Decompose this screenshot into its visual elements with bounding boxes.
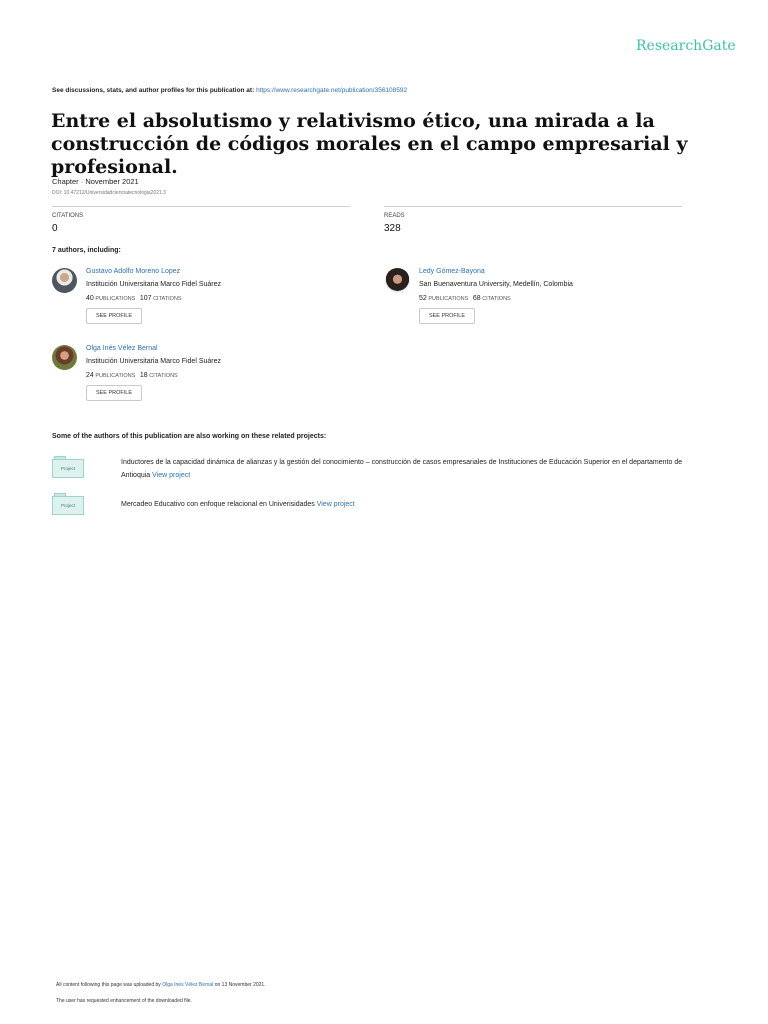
- citations-label: CITATIONS: [52, 213, 84, 219]
- citations-count: 107: [139, 295, 152, 302]
- author-card: [52, 268, 352, 338]
- author-name-link[interactable]: Ledy Gómez-Bayona: [419, 268, 485, 275]
- avatar[interactable]: [385, 268, 410, 293]
- discussions-line: [52, 87, 407, 94]
- discussions-text: See discussions, stats, and author profiles for this publication at:: [52, 87, 255, 94]
- citations-count: 68: [472, 295, 481, 302]
- citations-divider: [52, 206, 350, 207]
- project-title: Mercadeo Educativo con enfoque relacional en Univerisidades: [121, 501, 315, 508]
- author-stats: [419, 295, 511, 302]
- author-affiliation: Institución Universitaria Marco Fidel Suárez: [86, 281, 221, 288]
- citations-count: 0: [52, 223, 58, 234]
- enhancement-notice: The user has requested enhancement of the downloaded file.: [56, 998, 192, 1004]
- publication-title: Entre el absolutismo y relativismo ético, una mirada a la construcción de códigos morales en el campo empresarial y profesional.: [51, 110, 688, 178]
- view-project-link[interactable]: View project: [152, 472, 191, 479]
- author-name-link[interactable]: Olga Inés Vélez Bernal: [86, 345, 158, 352]
- author-card: [385, 268, 685, 338]
- publications-count: 52: [419, 295, 427, 302]
- reads-divider: [384, 206, 682, 207]
- see-profile-button[interactable]: SEE PROFILE: [86, 385, 142, 401]
- related-projects-heading: Some of the authors of this publication are also working on these related projects:: [52, 433, 327, 440]
- publications-label: PUBLICATIONS: [428, 296, 469, 302]
- researchgate-logo[interactable]: ResearchGate: [636, 38, 736, 54]
- upload-prefix: All content following this page was uploaded by: [56, 982, 161, 988]
- see-profile-button[interactable]: SEE PROFILE: [419, 308, 475, 324]
- see-profile-button[interactable]: SEE PROFILE: [86, 308, 142, 324]
- project-title: Inductores de la capacidad dinámica de alianzas y la gestión del conocimiento – construcción de casos empresariales de Instituciones de Educación Superior en el departamento de Antioquia: [121, 459, 683, 479]
- project-folder-icon[interactable]: [52, 493, 84, 515]
- upload-suffix: on 13 November 2021.: [214, 982, 266, 988]
- avatar[interactable]: [52, 345, 77, 370]
- project-folder-icon[interactable]: [52, 456, 84, 478]
- citations-label: CITATIONS: [149, 373, 178, 379]
- reads-label: READS: [384, 213, 405, 219]
- publications-label: PUBLICATIONS: [95, 296, 136, 302]
- project-icon-label: Project: [52, 496, 84, 515]
- upload-notice: [56, 982, 266, 988]
- author-affiliation: Institución Universitaria Marco Fidel Suárez: [86, 358, 221, 365]
- authors-heading: 7 authors, including:: [52, 247, 121, 254]
- publication-url-link[interactable]: https://www.researchgate.net/publication/356108592: [256, 87, 408, 94]
- publication-doi[interactable]: DOI: 10.47212/Universidadcienciatecnologia2021.3: [52, 190, 166, 196]
- author-stats: [86, 372, 178, 379]
- author-stats: [86, 295, 182, 302]
- avatar[interactable]: [52, 268, 77, 293]
- view-project-link[interactable]: View project: [316, 501, 355, 508]
- citations-count: 18: [139, 372, 148, 379]
- author-affiliation: San Buenaventura University, Medellín, Colombia: [419, 281, 573, 288]
- author-card: [52, 345, 352, 415]
- publications-label: PUBLICATIONS: [95, 373, 136, 379]
- project-item: [52, 493, 712, 517]
- author-name-link[interactable]: Gustavo Adolfo Moreno Lopez: [86, 268, 181, 275]
- project-icon-label: Project: [52, 459, 84, 478]
- project-description: [121, 456, 711, 482]
- publication-type-date: Chapter · November 2021: [52, 177, 139, 186]
- project-item: [52, 456, 712, 484]
- uploader-link[interactable]: Olga Inés Vélez Bernal: [162, 982, 214, 988]
- publications-count: 40: [86, 295, 94, 302]
- citations-label: CITATIONS: [153, 296, 182, 302]
- reads-count: 328: [384, 223, 401, 234]
- project-description: [121, 498, 711, 511]
- citations-label: CITATIONS: [482, 296, 511, 302]
- publications-count: 24: [86, 372, 94, 379]
